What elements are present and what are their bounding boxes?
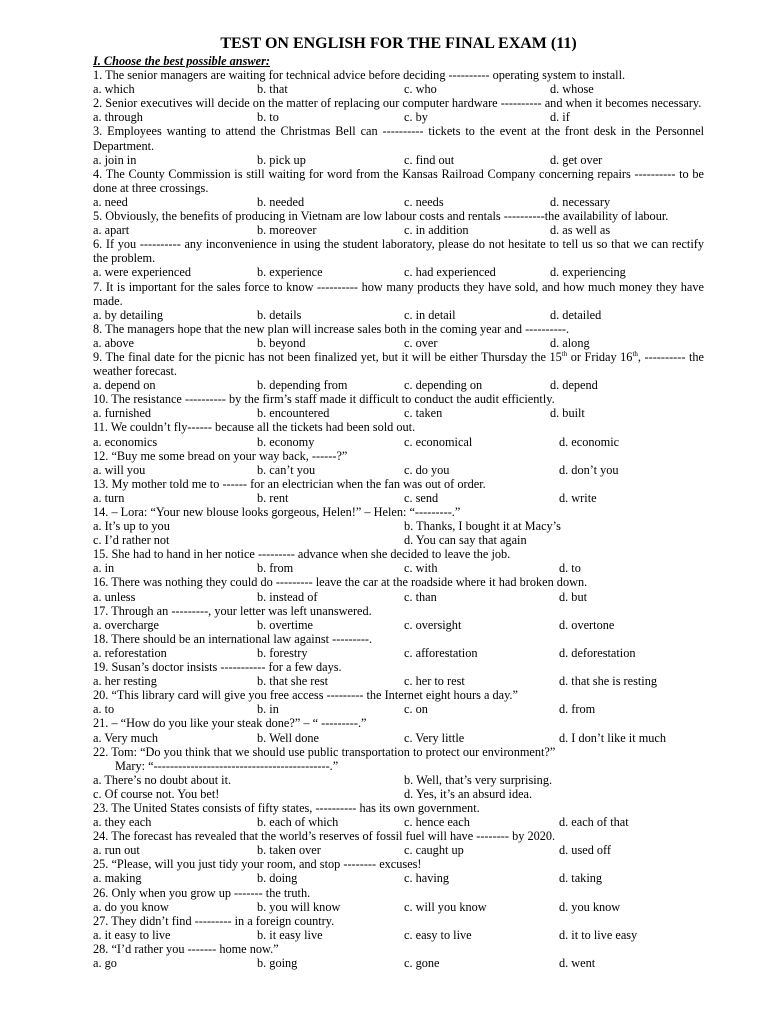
question-18 (93, 632, 704, 660)
option-a[interactable]: a. apart (93, 223, 130, 238)
answer-options (93, 731, 704, 745)
option-c[interactable]: c. in detail (404, 307, 456, 322)
question-stem: 9. The final date for the picnic has not been finalized yet, but it will be either Thursday the 15th or Friday 16th, ---------- the weather forecast. (93, 349, 705, 379)
option-a[interactable]: a. above (93, 335, 134, 350)
question-stem: 4. The County Commission is still waiting for word from the Kansas Railroad Company concerning repairs ---------- to be done at three crossings. (93, 166, 704, 195)
answer-options (93, 378, 704, 392)
answer-options (93, 308, 704, 322)
question-15 (93, 547, 704, 575)
option-d[interactable]: d. write (559, 490, 597, 505)
answer-options (93, 265, 704, 279)
answer-options (93, 463, 704, 477)
question-12 (93, 449, 704, 477)
question-27 (93, 914, 704, 942)
option-d[interactable]: d. used off (559, 843, 612, 858)
question-stem: 26. Only when you grow up ------- the truth. (93, 885, 311, 900)
answer-options (93, 195, 704, 209)
option-b[interactable]: b. Well, that’s very surprising. (404, 772, 553, 787)
option-d[interactable]: d. get over (550, 152, 603, 167)
question-22 (93, 745, 704, 801)
answer-options (93, 519, 704, 533)
question-5 (93, 209, 704, 237)
question-stem: 21. – “How do you like your steak done?” – “ ---------.” (93, 716, 367, 731)
question-17 (93, 604, 704, 632)
question-9 (93, 350, 704, 392)
question-stem: 7. It is important for the sales force to know ---------- how many products they have sold, and how much money they have made. (93, 279, 704, 308)
question-7 (93, 280, 704, 322)
option-d[interactable]: d. necessary (550, 194, 611, 209)
answer-options (93, 336, 704, 350)
question-4 (93, 167, 704, 209)
option-b[interactable]: b. that she rest (257, 674, 329, 689)
option-b[interactable]: b. from (257, 561, 294, 576)
question-stem: 5. Obviously, the benefits of producing in Vietnam are low labour costs and rentals ----------the availability of labour. (93, 209, 669, 224)
answer-options (93, 406, 704, 420)
answer-options (93, 153, 704, 167)
option-a[interactable]: a. furnished (93, 406, 152, 421)
option-c[interactable]: c. her to rest (404, 674, 465, 689)
option-d[interactable]: d. overtone (559, 617, 615, 632)
option-a[interactable]: a. need (93, 194, 128, 209)
question-13 (93, 477, 704, 505)
option-a[interactable]: a. economics (93, 434, 158, 449)
option-c[interactable]: c. I’d rather not (93, 533, 170, 548)
question-stem: 16. There was nothing they could do --------- leave the car at the roadside where it had broken down. (93, 575, 588, 590)
option-a[interactable]: a. making (93, 871, 142, 886)
question-stem: 24. The forecast has revealed that the world’s reserves of fossil fuel will have -------- by 2020. (93, 829, 556, 844)
option-d[interactable]: d. that she is resting (559, 674, 658, 689)
question-28 (93, 942, 704, 970)
question-10 (93, 392, 704, 420)
answer-options (93, 787, 704, 801)
question-stem: 1. The senior managers are waiting for technical advice before deciding ---------- operating system to install. (93, 68, 626, 83)
answer-options (93, 956, 704, 970)
option-b[interactable]: b. in (257, 702, 279, 717)
question-16 (93, 575, 704, 603)
option-a[interactable]: a. unless (93, 589, 136, 604)
option-c[interactable]: c. than (404, 589, 437, 604)
question-25 (93, 857, 704, 885)
answer-options (93, 435, 704, 449)
question-21 (93, 716, 704, 744)
option-d[interactable]: d. each of that (559, 815, 629, 830)
option-a[interactable]: a. depend on (93, 378, 156, 393)
answer-options (93, 900, 704, 914)
option-c[interactable]: c. on (404, 702, 428, 717)
option-a[interactable]: a. in (93, 561, 115, 576)
answer-options (93, 928, 704, 942)
option-b[interactable]: b. needed (257, 194, 305, 209)
option-b[interactable]: b. overtime (257, 617, 314, 632)
question-stem-reply: Mary: “-------------------------------------------.” (115, 758, 339, 773)
question-stem: 22. Tom: “Do you think that we should use public transportation to protect our environment?” (93, 744, 556, 759)
answer-options (93, 491, 704, 505)
option-d[interactable]: d. Yes, it’s an absurd idea. (404, 786, 533, 801)
option-b[interactable]: b. rent (257, 490, 289, 505)
section-heading: I. Choose the best possible answer: (93, 54, 270, 68)
option-b[interactable]: b. forestry (257, 645, 308, 660)
question-6 (93, 237, 704, 279)
option-c[interactable]: c. gone (404, 956, 440, 970)
option-b[interactable]: b. going (257, 956, 298, 970)
option-a[interactable]: a. which (93, 82, 135, 97)
option-a[interactable]: a. to (93, 702, 115, 717)
option-a[interactable]: a. reforestation (93, 645, 167, 660)
option-a[interactable]: a. overcharge (93, 617, 159, 632)
option-d[interactable]: d. whose (550, 82, 594, 97)
answer-options (93, 702, 704, 716)
question-stem: 3. Employees wanting to attend the Christmas Bell can ---------- tickets to the event at the front desk in the Personnel Department. (93, 124, 704, 153)
option-a[interactable]: a. it easy to live (93, 927, 171, 942)
question-stem: 20. “This library card will give you free access --------- the Internet eight hours a day.” (93, 688, 518, 703)
option-d[interactable]: d. went (559, 956, 596, 970)
option-d[interactable]: d. but (559, 589, 588, 604)
question-stem: 28. “I’d rather you ------- home now.” (93, 941, 279, 956)
option-b[interactable]: b. moreover (257, 223, 317, 238)
option-c[interactable]: c. send (404, 490, 439, 505)
option-a[interactable]: a. There’s no doubt about it. (93, 772, 232, 787)
question-stem: 27. They didn’t find --------- in a foreign country. (93, 913, 335, 928)
option-c[interactable]: c. had experienced (404, 265, 496, 280)
option-c[interactable]: c. hence each (404, 815, 470, 830)
question-1 (93, 68, 704, 96)
answer-options (93, 646, 704, 660)
option-d[interactable]: d. depend (550, 378, 598, 393)
question-14 (93, 505, 704, 547)
answer-options (93, 82, 704, 96)
option-d[interactable]: d. taking (559, 871, 603, 886)
option-b[interactable]: b. encountered (257, 406, 330, 421)
option-b[interactable]: b. can’t you (257, 462, 316, 477)
option-d[interactable]: d. to (559, 561, 581, 576)
option-a[interactable]: a. they each (93, 815, 152, 830)
option-c[interactable]: c. having (404, 871, 450, 886)
question-stem: 18. There should be an international law against ---------. (93, 631, 373, 646)
question-stem: 2. Senior executives will decide on the matter of replacing our computer hardware ---------- and when it becomes necessary. (93, 96, 702, 111)
option-c[interactable]: c. by (404, 110, 428, 125)
option-b[interactable]: b. you will know (257, 899, 341, 914)
option-b[interactable]: b. each of which (257, 815, 339, 830)
option-d[interactable]: d. I don’t like it much (559, 730, 667, 745)
question-8 (93, 322, 704, 350)
question-stem: 17. Through an ---------, your letter was left unanswered. (93, 603, 372, 618)
answer-options (93, 561, 704, 575)
option-a[interactable]: a. join in (93, 152, 137, 167)
option-b[interactable]: b. pick up (257, 152, 306, 167)
option-a[interactable]: a. go (93, 956, 117, 970)
option-b[interactable]: b. it easy live (257, 927, 323, 942)
question-stem: 25. “Please, will you just tidy your room, and stop -------- excuses! (93, 857, 422, 872)
option-c[interactable]: c. afforestation (404, 645, 478, 660)
option-a[interactable]: a. It’s up to you (93, 519, 170, 534)
question-stem: 6. If you ---------- any inconvenience in using the student laboratory, please do not hesitate to tell us so that we can rectify the problem. (93, 237, 704, 266)
option-c[interactable]: c. do you (404, 462, 450, 477)
answer-options (93, 773, 704, 787)
option-c[interactable]: c. find out (404, 152, 455, 167)
answer-options (93, 674, 704, 688)
question-stem: 15. She had to hand in her notice --------- advance when she decided to leave the job. (93, 547, 511, 562)
option-b[interactable]: b. Well done (257, 730, 319, 745)
option-c[interactable]: c. who (404, 82, 437, 97)
answer-options (93, 843, 704, 857)
option-b[interactable]: b. experience (257, 265, 323, 280)
question-stem: 13. My mother told me to ------ for an electrician when the fan was out of order. (93, 476, 486, 491)
answer-options (93, 110, 704, 124)
question-2 (93, 96, 704, 124)
option-c[interactable]: c. over (404, 335, 438, 350)
option-b[interactable]: b. instead of (257, 589, 318, 604)
answer-options (93, 590, 704, 604)
option-c[interactable]: c. in addition (404, 223, 469, 238)
option-a[interactable]: a. Very much (93, 730, 158, 745)
option-d[interactable]: d. built (550, 406, 585, 421)
option-d[interactable]: d. don’t you (559, 462, 619, 477)
option-a[interactable]: a. by detailing (93, 307, 164, 322)
question-3 (93, 124, 704, 166)
question-stem: 23. The United States consists of fifty states, ---------- has its own government. (93, 800, 480, 815)
option-d[interactable]: d. from (559, 702, 596, 717)
option-b[interactable]: b. depending from (257, 378, 348, 393)
option-b[interactable]: b. beyond (257, 335, 306, 350)
page-title: TEST ON ENGLISH FOR THE FINAL EXAM (11) (220, 35, 577, 52)
option-d[interactable]: d. experiencing (550, 265, 626, 280)
option-a[interactable]: a. run out (93, 843, 140, 858)
answer-options (93, 533, 704, 547)
option-a[interactable]: a. were experienced (93, 265, 191, 280)
option-c[interactable]: c. oversight (404, 617, 462, 632)
question-stem: 11. We couldn’t fly------ because all the tickets had been sold out. (93, 420, 416, 435)
option-d[interactable]: d. along (550, 335, 590, 350)
option-a[interactable]: a. will you (93, 462, 146, 477)
option-d[interactable]: d. deforestation (559, 645, 636, 660)
question-stem: 10. The resistance ---------- by the firm’s staff made it difficult to conduct the audit efficiently. (93, 392, 555, 407)
option-b[interactable]: b. economy (257, 434, 315, 449)
option-d[interactable]: d. as well as (550, 223, 611, 238)
answer-options (93, 871, 704, 885)
question-stem: 12. “Buy me some bread on your way back, ------?” (93, 448, 348, 463)
option-a[interactable]: a. do you know (93, 899, 169, 914)
option-c[interactable]: c. caught up (404, 843, 464, 858)
option-b[interactable]: b. Thanks, I bought it at Macy’s (404, 519, 561, 534)
question-stem: 14. – Lora: “Your new blouse looks gorgeous, Helen!” – Helen: “---------.” (93, 505, 461, 519)
option-d[interactable]: d. You can say that again (404, 533, 527, 548)
question-23 (93, 801, 704, 829)
option-d[interactable]: d. you know (559, 899, 621, 914)
option-c[interactable]: c. economical (404, 434, 473, 449)
question-24 (93, 829, 704, 857)
answer-options (93, 618, 704, 632)
question-20 (93, 688, 704, 716)
option-d[interactable]: d. detailed (550, 307, 602, 322)
option-c[interactable]: c. Of course not. You bet! (93, 786, 220, 801)
option-c[interactable]: c. depending on (404, 378, 483, 393)
option-a[interactable]: a. her resting (93, 674, 157, 689)
question-11 (93, 420, 704, 448)
option-d[interactable]: d. economic (559, 434, 620, 449)
option-c[interactable]: c. taken (404, 406, 443, 421)
option-b[interactable]: b. doing (257, 871, 298, 886)
option-a[interactable]: a. turn (93, 490, 125, 505)
option-c[interactable]: c. needs (404, 194, 444, 209)
option-b[interactable]: b. that (257, 82, 288, 97)
option-c[interactable]: c. will you know (404, 899, 487, 914)
option-c[interactable]: c. Very little (404, 730, 465, 745)
option-c[interactable]: c. easy to live (404, 927, 472, 942)
question-stem: 19. Susan’s doctor insists ----------- for a few days. (93, 660, 342, 675)
option-c[interactable]: c. with (404, 561, 438, 576)
answer-options (93, 223, 704, 237)
question-26 (93, 886, 704, 914)
answer-options (93, 815, 704, 829)
question-19 (93, 660, 704, 688)
question-stem: 8. The managers hope that the new plan will increase sales both in the coming year and ----------. (93, 321, 570, 336)
option-b[interactable]: b. details (257, 307, 302, 322)
option-b[interactable]: b. taken over (257, 843, 321, 858)
option-b[interactable]: b. to (257, 110, 279, 125)
option-d[interactable]: d. it to live easy (559, 927, 638, 942)
option-a[interactable]: a. through (93, 110, 143, 125)
option-d[interactable]: d. if (550, 110, 570, 125)
